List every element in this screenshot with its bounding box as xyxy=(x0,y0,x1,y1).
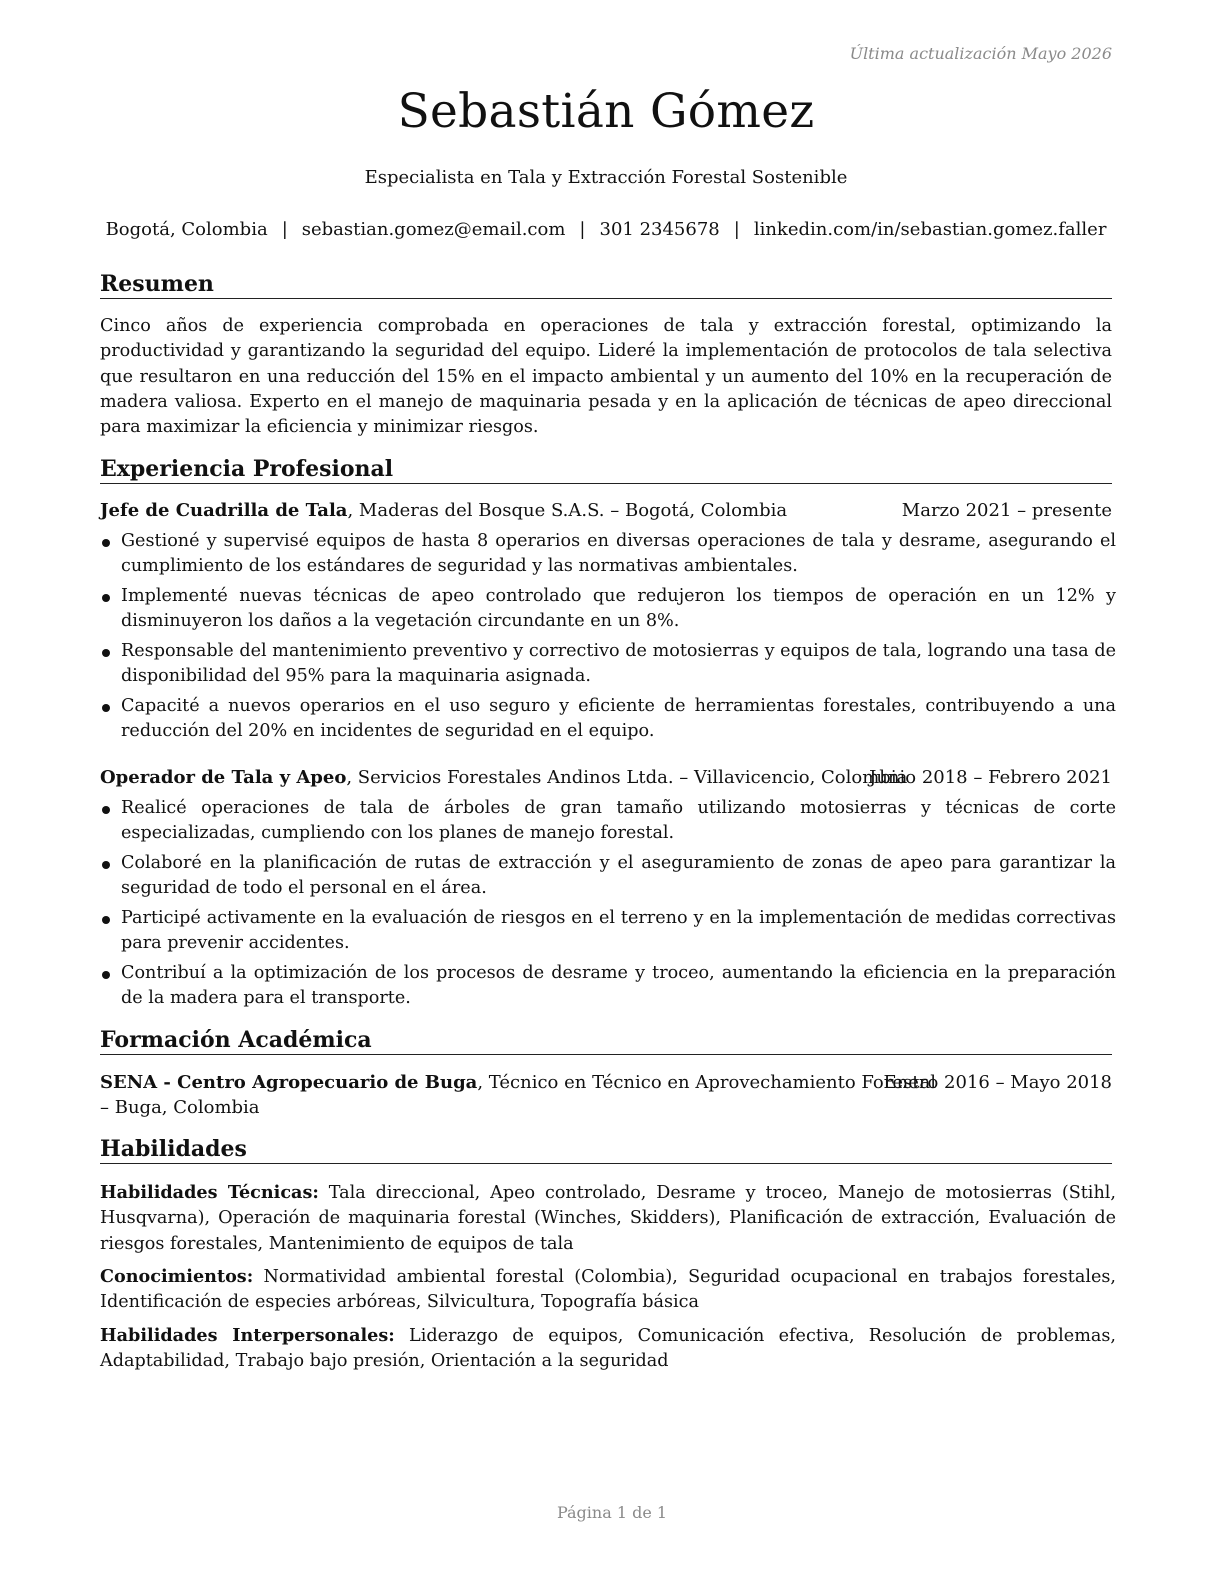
page-number: Página 1 de 1 xyxy=(556,1503,668,1522)
skill-group-label: Conocimientos: xyxy=(100,1266,254,1287)
job-org: , Maderas del Bosque S.A.S. – Bogotá, Colombia xyxy=(347,500,788,521)
job-org: , Servicios Forestales Andinos Ltda. – Villavicencio, Colombia xyxy=(346,767,908,788)
contact-email[interactable]: sebastian.gomez@email.com xyxy=(301,219,566,240)
job-bullet: Implementé nuevas técnicas de apeo controlado que redujeron los tiempos de operación en un 12% y disminuyeron los daños a la vegetación circundante en un 8%. xyxy=(100,584,1116,634)
job-bullet: Realicé operaciones de tala de árboles de gran tamaño utilizando motosierras y técnicas de corte especializadas, cumpliendo con los planes de manejo forestal. xyxy=(100,796,1116,846)
skill-group-label: Habilidades Interpersonales: xyxy=(100,1325,395,1346)
contact-separator: | xyxy=(579,219,586,240)
skill-group-text: Liderazgo de equipos, Comunicación efectiva, Resolución de problemas, Adaptabilidad, Trabajo bajo presión, Orientación a la seguridad xyxy=(100,1326,1117,1372)
contact-line xyxy=(100,219,1112,240)
contact-separator: | xyxy=(733,219,740,240)
job-role: Jefe de Cuadrilla de Tala xyxy=(100,500,348,521)
job-bullet: Capacité a nuevos operarios en el uso seguro y eficiente de herramientas forestales, contribuyendo a una reducción del 20% en incidentes de seguridad en el equipo. xyxy=(100,694,1116,744)
contact-linkedin[interactable]: linkedin.com/in/sebastian.gomez.faller xyxy=(753,219,1107,240)
education-entry xyxy=(100,1070,1112,1121)
last-updated: Última actualización Mayo 2026 xyxy=(849,44,1112,63)
candidate-name: Sebastián Gómez xyxy=(397,84,815,139)
job-bullet: Participé activamente en la evaluación de riesgos en el terreno y en la implementación de medidas correctivas para prevenir accidentes. xyxy=(100,906,1116,956)
skill-group-text: Normatividad ambiental forestal (Colombia), Seguridad ocupacional en trabajos forestales, Identificación de especies arbóreas, Silvicultura, Topografía básica xyxy=(100,1267,1116,1313)
job-bullet: Gestioné y supervisé equipos de hasta 8 operarios en diversas operaciones de tala y desrame, asegurando el cumplimiento de los estándares de seguridad y las normativas ambientales. xyxy=(100,529,1116,579)
job-bullet: Contribuí a la optimización de los procesos de desrame y troceo, aumentando la eficiencia en la preparación de la madera para el transporte. xyxy=(100,961,1116,1011)
skill-group-text: Tala direccional, Apeo controlado, Desrame y troceo, Manejo de motosierras (Stihl, Husqvarna), Operación de maquinaria forestal (Winches, Skidders), Planificación de extracción, Evaluación de riesgos forestales, Mantenimiento de equipos de tala xyxy=(100,1183,1116,1254)
candidate-tagline: Especialista en Tala y Extracción Forestal Sostenible xyxy=(364,167,848,188)
job-header xyxy=(100,500,1112,521)
job-role: Operador de Tala y Apeo xyxy=(100,767,347,788)
job-bullet: Colaboré en la planificación de rutas de extracción y el aseguramiento de zonas de apeo para garantizar la seguridad de todo el personal en el área. xyxy=(100,851,1116,901)
education-program: , Técnico en Técnico en Aprovechamiento Forestal xyxy=(477,1072,936,1093)
education-institution: SENA - Centro Agropecuario de Buga xyxy=(100,1072,478,1093)
skill-group xyxy=(100,1323,1116,1375)
skill-group-label: Habilidades Técnicas: xyxy=(100,1182,319,1203)
contact-phone: 301 2345678 xyxy=(599,219,720,240)
contact-location: Bogotá, Colombia xyxy=(105,219,268,240)
education-dates: Enero 2016 – Mayo 2018 xyxy=(883,1072,1112,1093)
job-header xyxy=(100,767,1112,788)
job-bullets xyxy=(100,529,1116,749)
section-title-education: Formación Académica xyxy=(100,1027,1112,1055)
section-title-experience: Experiencia Profesional xyxy=(100,456,1112,484)
section-title-skills: Habilidades xyxy=(100,1136,1112,1164)
contact-separator: | xyxy=(281,219,288,240)
section-title-summary: Resumen xyxy=(100,271,1112,299)
job-bullet: Responsable del mantenimiento preventivo y correctivo de motosierras y equipos de tala, logrando una tasa de disponibilidad del 95% para la maquinaria asignada. xyxy=(100,639,1116,689)
job-bullets xyxy=(100,796,1116,1016)
job-dates: Junio 2018 – Febrero 2021 xyxy=(869,767,1112,788)
skill-group xyxy=(100,1264,1116,1316)
skill-group xyxy=(100,1180,1116,1257)
job-dates: Marzo 2021 – presente xyxy=(901,500,1112,521)
education-location: – Buga, Colombia xyxy=(100,1097,260,1119)
summary-text: Cinco años de experiencia comprobada en operaciones de tala y extracción forestal, optimizando la productividad y garantizando la seguridad del equipo. Lideré la implementación de protocolos de tala selectiva que resultaron en una reducción del 15% en el impacto ambiental y un aumento del 10% en la recuperación de madera valiosa. Experto en el manejo de maquinaria pesada y en la aplicación de técnicas de apeo direccional para maximizar la eficiencia y minimizar riesgos. xyxy=(100,316,1112,438)
